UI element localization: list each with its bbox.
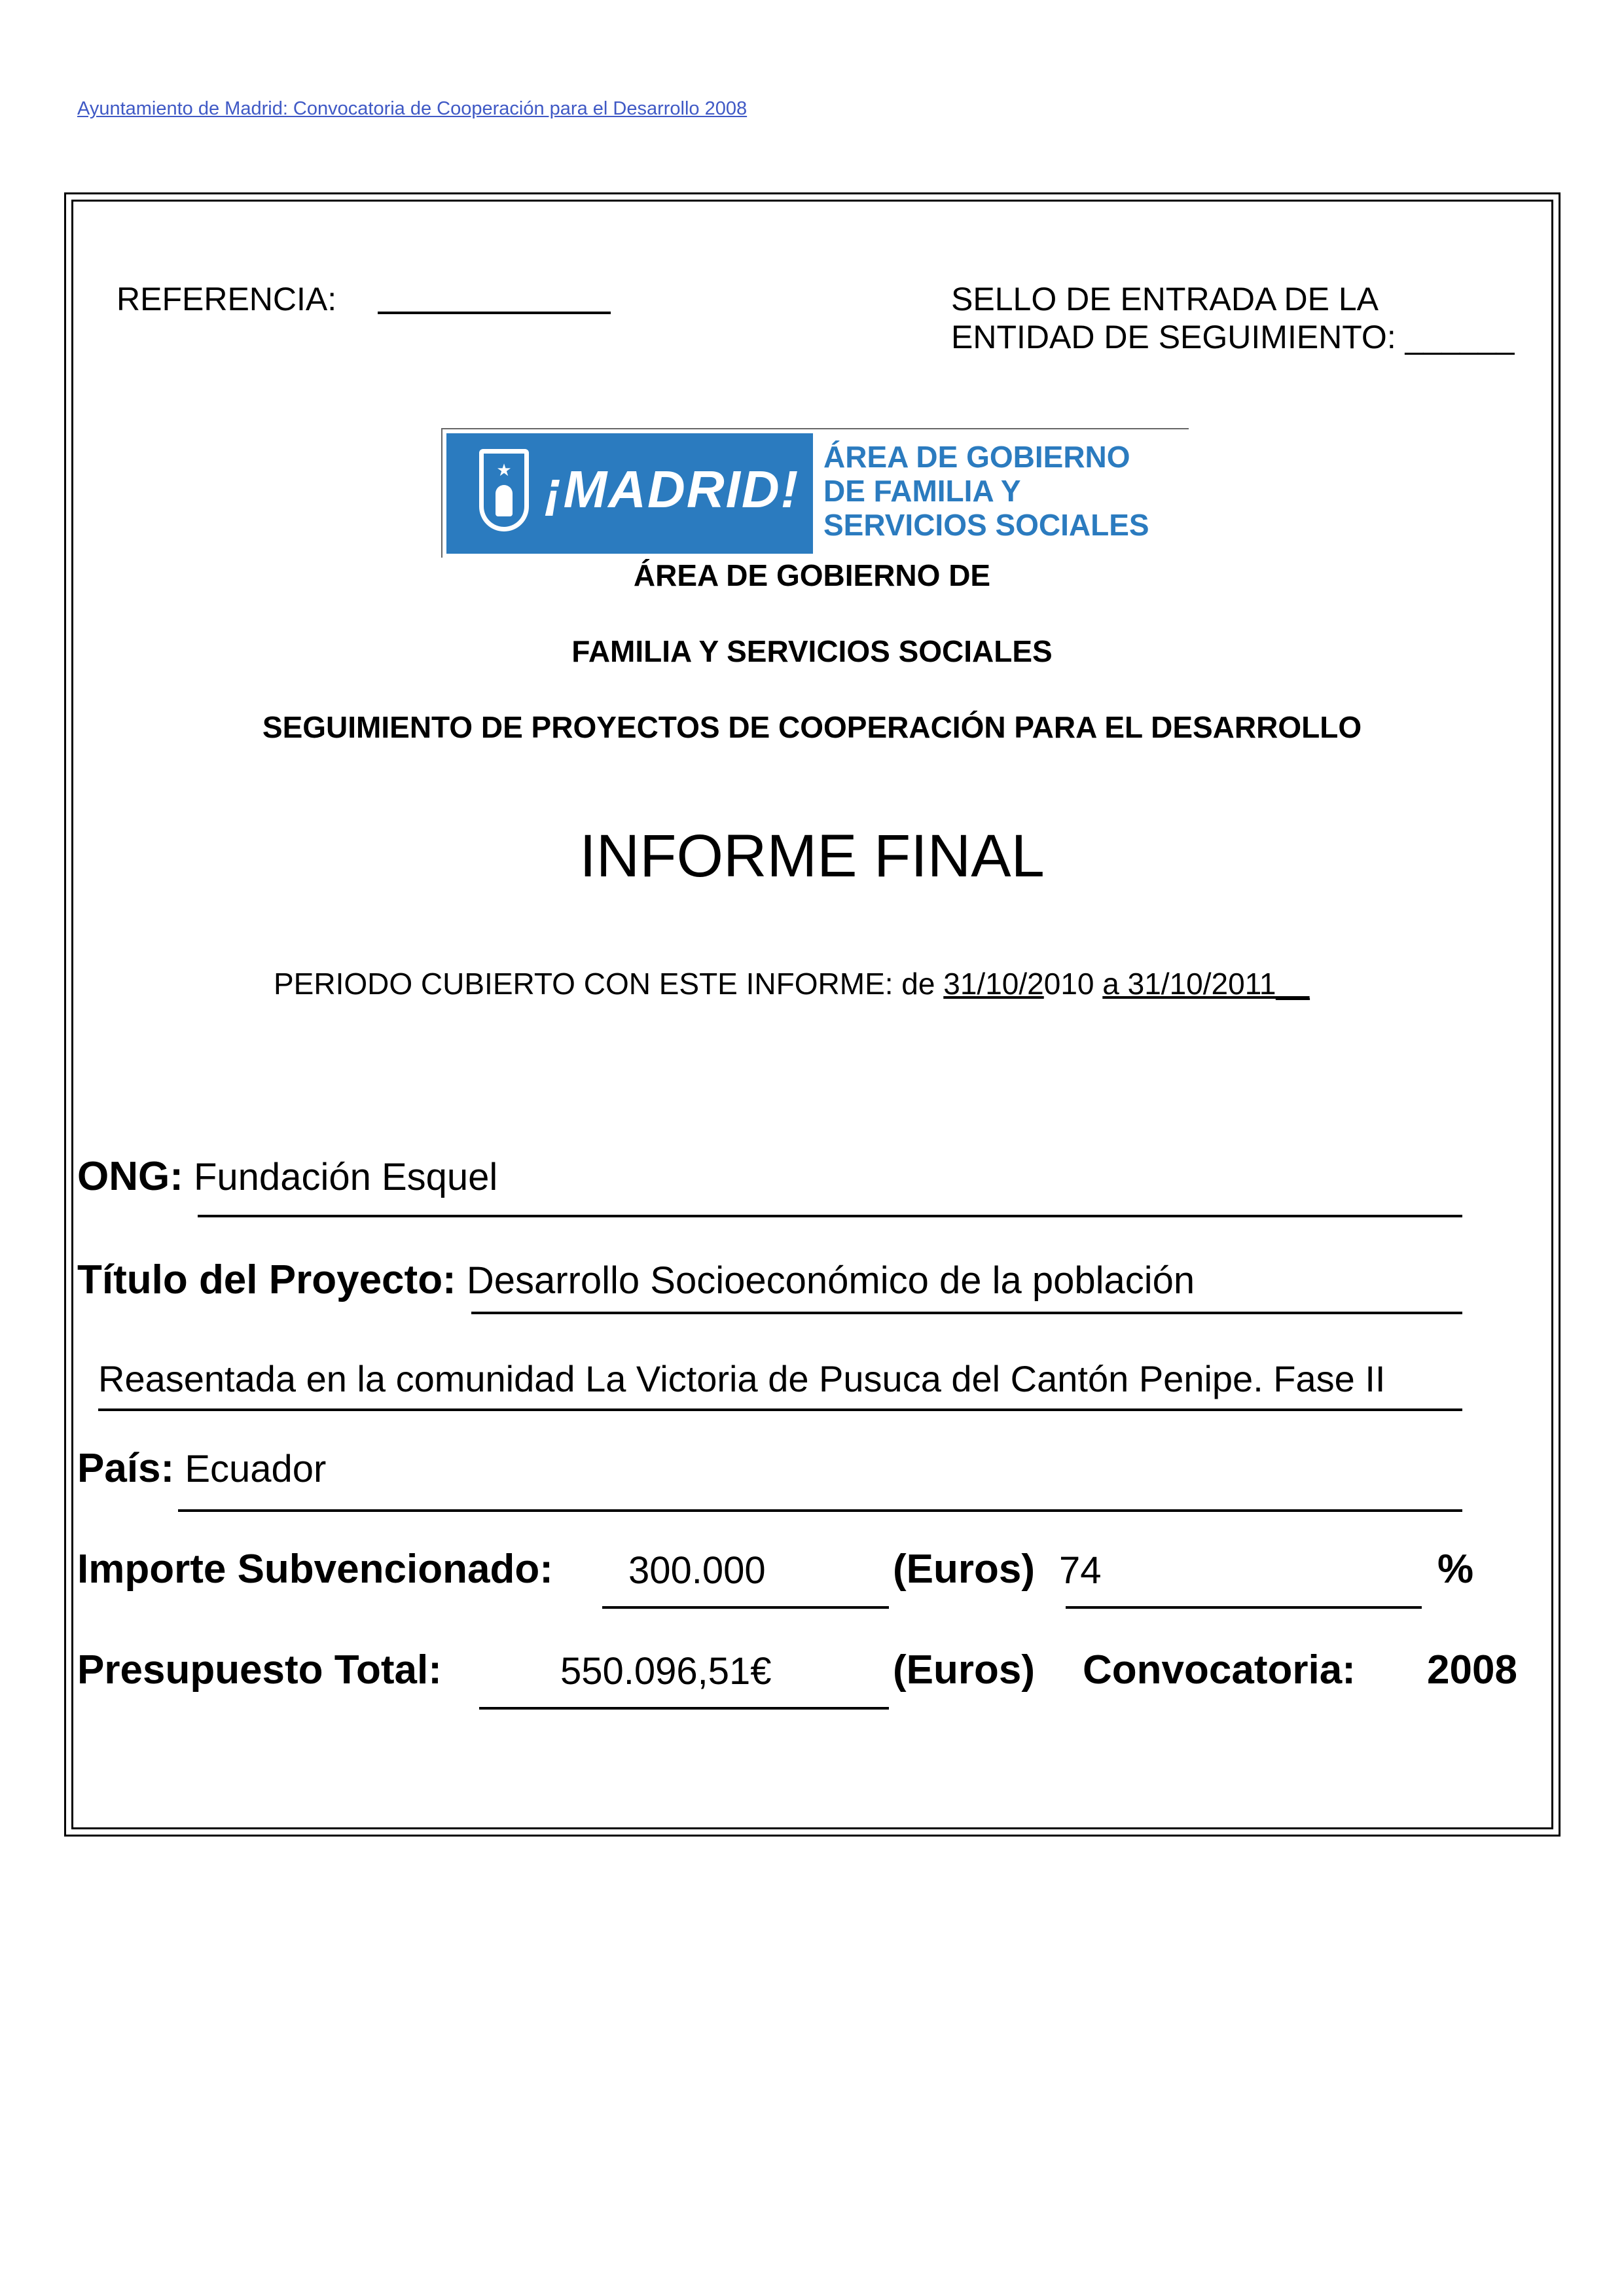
ong-label: ONG: <box>77 1154 183 1199</box>
convocatoria-label: Convocatoria: <box>1083 1647 1356 1693</box>
sello-entrada-label <box>951 280 1514 356</box>
percent-value: 74 <box>1059 1549 1102 1592</box>
periodo-to: a 31/10/2011__ <box>1102 967 1310 1001</box>
titulo-label: Título del Proyecto: <box>77 1257 456 1302</box>
madrid-logo <box>441 428 1189 558</box>
referencia-line <box>378 312 611 314</box>
pais-label: País: <box>77 1446 175 1491</box>
title-seguimiento: SEGUIMIENTO DE PROYECTOS DE COOPERACIÓN PARA EL DESARROLLO <box>262 710 1362 744</box>
percent-line <box>1066 1606 1422 1609</box>
field-ong <box>77 1153 497 1200</box>
sello-line-2: ENTIDAD DE SEGUIMIENTO: ______ <box>951 319 1515 355</box>
sello-line-1: SELLO DE ENTRADA DE LA <box>951 281 1379 317</box>
periodo-from-b: 010 <box>1043 967 1103 1001</box>
field-pais <box>77 1445 326 1492</box>
presupuesto-label: Presupuesto Total: <box>77 1647 442 1693</box>
madrid-shield-icon: ★ <box>479 449 529 531</box>
importe-value: 300.000 <box>628 1549 766 1592</box>
periodo-from-a: 31/10/2 <box>943 967 1044 1001</box>
logo-line-3: SERVICIOS SOCIALES <box>823 508 1149 542</box>
field-titulo <box>77 1257 1195 1303</box>
importe-label: Importe Subvencionado: <box>77 1547 553 1592</box>
titulo-line-2 <box>98 1408 1462 1411</box>
madrid-logo-text: ¡MADRID! <box>545 460 800 518</box>
field-importe <box>77 1546 553 1592</box>
ong-line <box>198 1215 1462 1217</box>
field-presupuesto <box>77 1647 442 1693</box>
presupuesto-value: 550.096,51€ <box>560 1650 772 1693</box>
logo-line-2: DE FAMILIA Y <box>823 474 1021 508</box>
pais-value: Ecuador <box>174 1448 327 1490</box>
logo-line-1: ÁREA DE GOBIERNO <box>823 440 1130 474</box>
referencia-label: REFERENCIA: <box>117 281 337 317</box>
presupuesto-line <box>479 1707 889 1710</box>
euros-label-2: (Euros) <box>893 1647 1035 1693</box>
euros-label-1: (Euros) <box>893 1547 1035 1592</box>
titulo-value: Desarrollo Socioeconómico de la población <box>456 1259 1195 1302</box>
title-informe-final: INFORME FINAL <box>579 823 1045 889</box>
ong-value: Fundación Esquel <box>183 1156 498 1198</box>
title-familia: FAMILIA Y SERVICIOS SOCIALES <box>571 634 1053 668</box>
titulo-value-line-2: Reasentada en la comunidad La Victoria de Pusuca del Cantón Penipe. Fase II <box>98 1358 1386 1399</box>
title-area: ÁREA DE GOBIERNO DE <box>633 558 991 592</box>
header-link[interactable]: Ayuntamiento de Madrid: Convocatoria de Cooperación para el Desarrollo 2008 <box>77 98 748 119</box>
periodo-label: PERIODO CUBIERTO CON ESTE INFORME: de <box>274 967 944 1001</box>
importe-line <box>602 1606 889 1609</box>
convocatoria-value: 2008 <box>1427 1647 1517 1693</box>
periodo-cubierto <box>274 966 1310 1001</box>
percent-sign: % <box>1437 1547 1474 1592</box>
titulo-line <box>471 1312 1462 1314</box>
pais-line <box>178 1509 1462 1512</box>
